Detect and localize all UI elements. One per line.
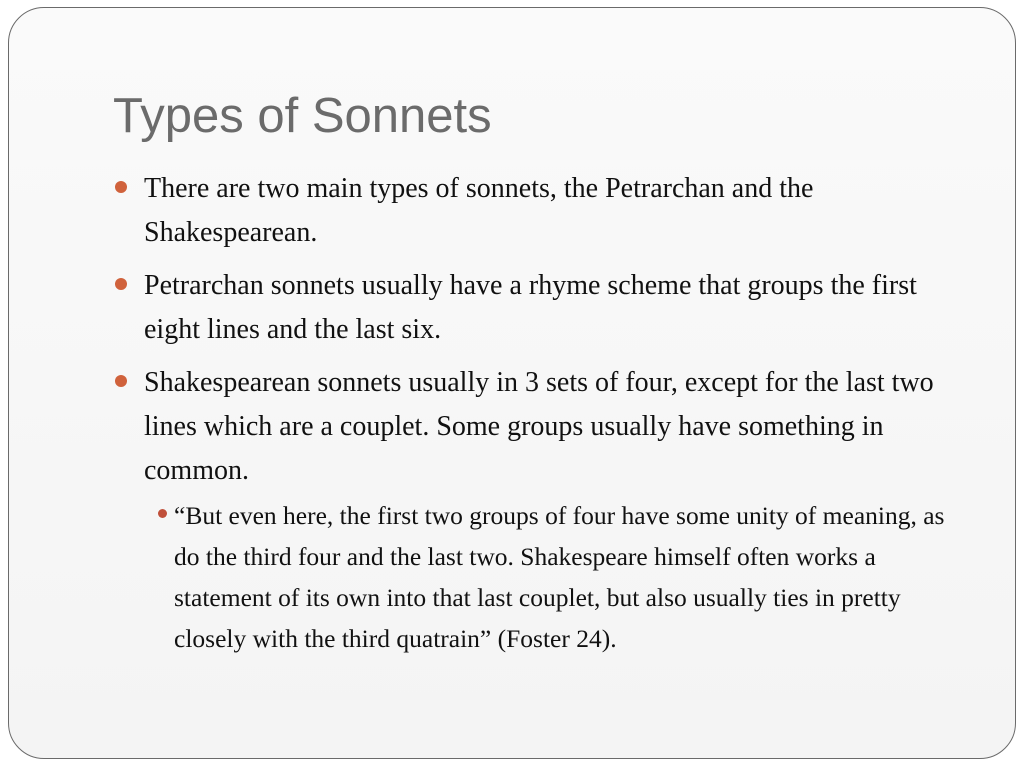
bullet-text: Shakespearean sonnets usually in 3 sets of four, except for the last two lines which are a couplet. Some groups usually have something in common.: [144, 367, 934, 486]
bullet-text: Petrarchan sonnets usually have a rhyme scheme that groups the first eight lines and the last six.: [144, 270, 917, 345]
bullet-text: There are two main types of sonnets, the Petrarchan and the Shakespearean.: [144, 173, 814, 248]
sub-bullet-text: “But even here, the first two groups of four have some unity of meaning, as do the third four and the last two. Shakespeare himself often works a statement of its own into that last couplet, but also usually ties in pretty closely with the third quatrain” (Foster 24).: [174, 501, 945, 653]
sub-bullet-list: [144, 495, 973, 659]
slide-title: Types of Sonnets: [113, 89, 492, 143]
bullet-list: [113, 167, 973, 668]
bullet-dot-icon: [115, 181, 127, 193]
bullet-dot-icon: [115, 375, 127, 387]
bullet-item: [113, 167, 973, 255]
sub-bullet-item: [141, 495, 973, 659]
bullet-item: [113, 361, 973, 659]
sub-bullet-dot-icon: [158, 509, 167, 518]
bullet-dot-icon: [115, 278, 127, 290]
bullet-item: [113, 264, 973, 352]
